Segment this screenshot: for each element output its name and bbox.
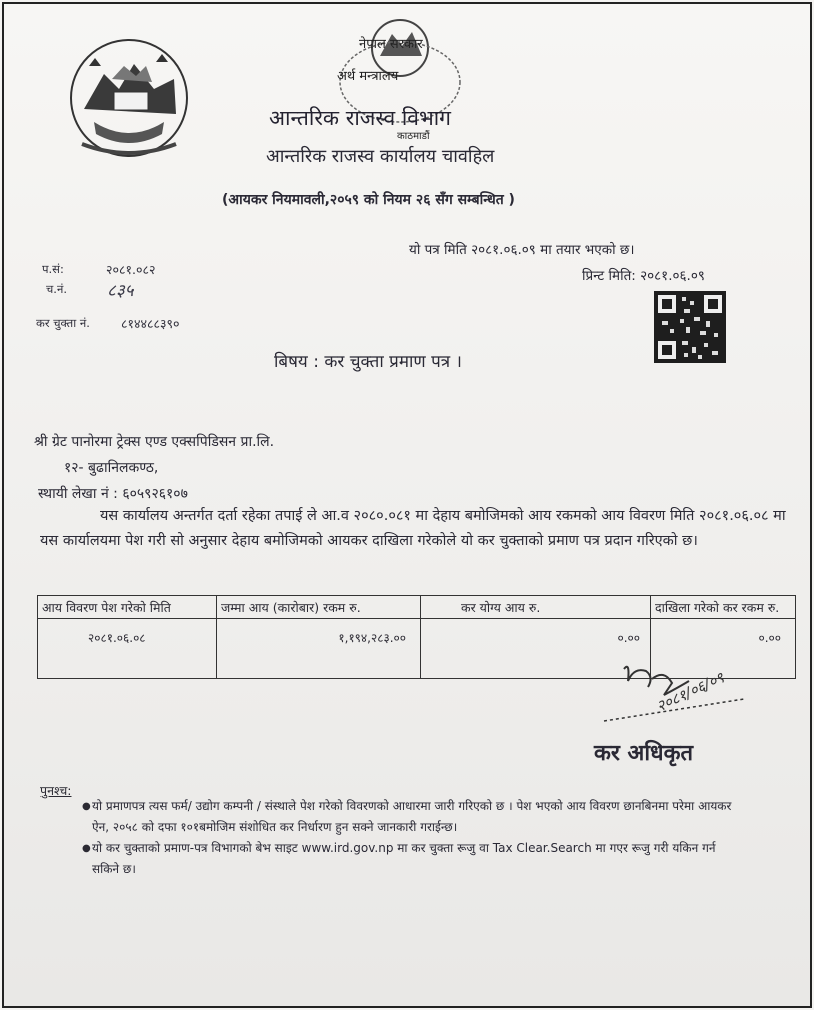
tax-officer-title: कर अधिकृत xyxy=(594,741,694,766)
postscript-note-2: यो कर चुक्ताको प्रमाण-पत्र विभागको बेभ साइट www.ird.gov.np मा कर चुक्ता रूजु वा Tax Clear.Search मा गएर रूजु गरी यकिन गर्न सकिने छ। xyxy=(92,841,716,876)
cn-value-handwritten: ८३५ xyxy=(107,281,134,301)
certificate-body-text: यस कार्यालय अन्तर्गत दर्ता रहेका तपाई ले आ.व २०८०.०८१ मा देहाय बमोजिमको आय रकमको आय विवरण मिति २०८१.०६.०८ मा यस कार्यालयमा पेश गरी सो अनुसार देहाय बमोजिमको आयकर दाखिला गरेकोले यो कर चुक्ताको प्रमाण पत्र प्रदान गरिएको छ। xyxy=(40,508,786,549)
cell-taxable-income: ०.०० xyxy=(421,619,651,679)
seal-line-ministry: अर्थ मन्त्रालय xyxy=(337,69,399,84)
cn-label: च.नं. xyxy=(46,282,67,296)
col-header-total-income: जम्मा आय (कारोबार) रकम रु. xyxy=(217,596,421,619)
postscript-note-1: यो प्रमाणपत्र त्यस फर्म/ उद्योग कम्पनी / संस्थाले पेश गरेको विवरणको आधारमा जारी गरिएको छ । पेश भएको आय विवरण छानबिनमा परेमा आयकर ऐन, २०५८ को दफा १०१बमोजिम संशोधित कर निर्धारण हुन सक्ने जानकारी गराईन्छ। xyxy=(92,799,732,834)
bullet-icon: ● xyxy=(82,801,91,812)
col-header-tax-paid: दाखिला गरेको कर रकम रु. xyxy=(651,596,796,619)
postscript-title: पुनश्च: xyxy=(40,783,72,798)
pan-number: स्थायी लेखा नं : ६०५९२६१०७ xyxy=(38,486,188,502)
col-header-taxable-income: कर योग्य आय रु. xyxy=(421,596,651,619)
ps-label: प.सं: xyxy=(42,262,64,276)
tax-clearance-certificate xyxy=(2,2,812,1008)
subject-line: बिषय : कर चुक्ता प्रमाण पत्र । xyxy=(274,352,462,372)
ps-value: २०८१.०८२ xyxy=(106,262,156,277)
seal-line-city: काठमाडौं xyxy=(397,131,430,142)
tax-clearance-no-value: ८१४४८८३९० xyxy=(121,316,180,331)
col-header-filing-date: आय विवरण पेश गरेको मिति xyxy=(38,596,217,619)
nepal-emblem-icon xyxy=(64,34,194,159)
tax-clearance-no-label: कर चुक्ता नं. xyxy=(36,316,90,330)
office-title: आन्तरिक राजस्व कार्यालय चावहिल xyxy=(266,146,495,167)
prepared-date: यो पत्र मिति २०८१.०६.०९ मा तयार भएको छ। xyxy=(409,242,635,258)
signature-date-handwritten: २०८१/०६/०९ xyxy=(653,668,727,716)
seal-line-government: नेपाल सरकार xyxy=(359,37,423,52)
department-title: आन्तरिक राजस्व विभाग xyxy=(269,106,452,130)
cell-total-income: १,१९४,२८३.०० xyxy=(217,619,421,679)
cell-filing-date: २०८१.०६.०८ xyxy=(38,619,217,679)
table-header-row xyxy=(38,596,796,619)
cell-tax-paid: ०.०० xyxy=(651,619,796,679)
print-date: प्रिन्ट मिति: २०८१.०६.०९ xyxy=(582,268,705,284)
addressee-address: १२- बुढानिलकण्ठ, xyxy=(64,460,159,476)
bullet-icon: ● xyxy=(82,843,91,854)
addressee-name: श्री ग्रेट पानोरमा ट्रेक्स एण्ड एक्सपिडिसन प्रा.लि. xyxy=(34,434,275,450)
qr-code xyxy=(654,291,726,363)
rule-reference: (आयकर नियमावली,२०५९ को नियम २६ सँग सम्बन्धित ) xyxy=(222,192,515,208)
